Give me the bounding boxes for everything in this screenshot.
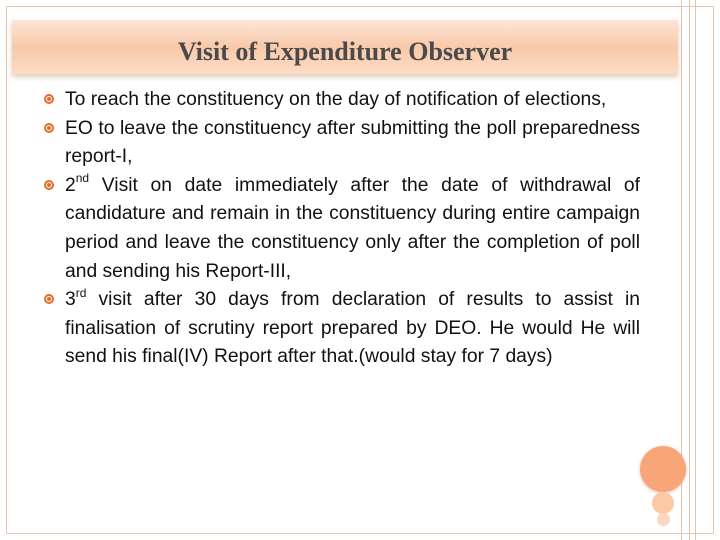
bullet-circle-icon xyxy=(44,180,54,190)
bullet-circle-icon xyxy=(44,94,54,104)
ordinal-suffix: nd xyxy=(75,171,90,186)
bullet-item xyxy=(44,172,640,286)
decorative-rail xyxy=(695,0,696,540)
bullet-number: 3 xyxy=(65,289,76,311)
decorative-circle-medium xyxy=(652,492,674,514)
bullet-circle-icon xyxy=(44,123,54,133)
bullet-item xyxy=(44,115,640,172)
bullet-text: Visit on date immediately after the date of withdrawal of candidature and remain in the constituency during entire campaign period and leave the constituency only after the completion of poll and sending his Report-III, xyxy=(65,174,640,282)
slide-title: Visit of Expenditure Observer xyxy=(177,37,513,66)
decorative-rail xyxy=(689,0,690,540)
bullet-list xyxy=(44,86,640,372)
decorative-circle-large xyxy=(640,446,686,492)
bullet-text: To reach the constituency on the day of notification of elections, xyxy=(65,89,607,110)
bullet-number: 2 xyxy=(65,174,76,196)
bullet-item xyxy=(44,286,640,372)
ordinal-suffix: rd xyxy=(75,285,87,300)
bullet-item xyxy=(44,86,640,115)
bullet-circle-icon xyxy=(44,294,54,304)
bullet-text: EO to leave the constituency after submitting the poll preparedness report-I, xyxy=(65,117,640,168)
bullet-text: visit after 30 days from declaration of results to assist in finalisation of scrutiny report prepared by DEO. He would He will send his final(IV) Report after that.(would stay for 7 days) xyxy=(65,289,640,368)
decorative-circle-small xyxy=(657,513,670,526)
